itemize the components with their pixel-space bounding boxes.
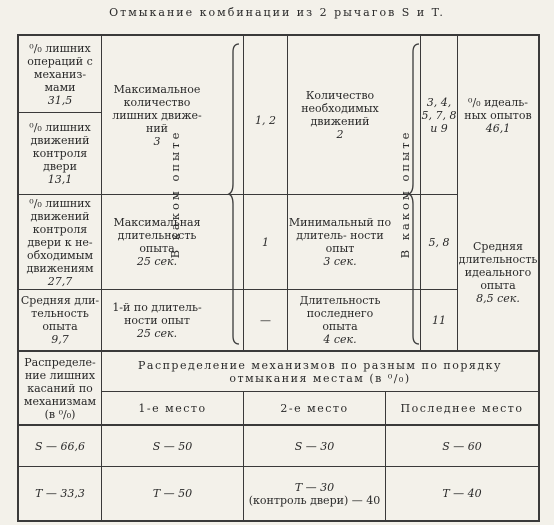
s-place-1: S — 50 (152, 439, 193, 453)
place-1-header: 1-е место (138, 401, 207, 415)
needed-moves-cell: Количество необходимых движений 2 (301, 89, 379, 141)
data-table (17, 34, 540, 522)
exp-numbers-1: 1, 2 (255, 114, 276, 127)
first-duration-cell: 1-й по длитель- ности опыт 25 сек. (112, 300, 202, 340)
t-touch-cell: T — 33,3 (35, 487, 85, 500)
exp-list-3: 11 (432, 313, 446, 327)
s-place-2: S — 30 (294, 439, 335, 453)
exp-numbers-2: 1 (262, 235, 269, 249)
s-touch-cell: S — 66,6 (34, 439, 86, 453)
t-place-2: T — 30 (контроль двери) — 40 (248, 480, 381, 507)
avg-duration-cell: Средняя дли- тельность опыта 9,7 (20, 294, 100, 346)
min-duration-cell: Минимальный по длитель- ности опыт 3 сек. (288, 216, 392, 268)
exp-list-1: 3, 4, 5, 7, 8 и 9 (421, 95, 457, 135)
brace-left-icon (229, 44, 241, 344)
extra-operations-cell: ⁰/₀ лишних операций с механиз- мами 31,5 (27, 41, 93, 107)
in-which-exp-label-2: В каком опыте (398, 129, 412, 259)
place-last-header: Последнее место (400, 401, 524, 415)
ideal-duration-cell: Средняя длительность идеального опыта 8,5 сек. (458, 240, 538, 305)
max-extra-moves-cell: Максимальное количество лишних движе- ний 3 (112, 82, 202, 148)
extra-door-moves-cell: ⁰/₀ лишних движений контроля двери 13,1 (29, 121, 91, 186)
distribution-header: Распределение механизмов по разным по порядку отмыкания местам (в ⁰/₀) (137, 358, 502, 385)
t-place-last: T — 40 (442, 487, 482, 500)
brace-right-icon (409, 44, 421, 344)
touch-distribution-label: Распределе- ние лишних касаний по механизмам (в ⁰/₀) (23, 355, 97, 421)
ideal-pct-cell: ⁰/₀ идеаль- ных опытов 46,1 (464, 95, 532, 135)
exp-numbers-3: — (260, 313, 271, 327)
max-duration-cell: Максимальная длительность опыта 25 сек. (113, 216, 201, 268)
s-place-last: S — 60 (442, 439, 482, 453)
page-title: Отмыкание комбинации из 2 рычагов S и T. (109, 6, 445, 19)
place-2-header: 2-е место (280, 401, 349, 415)
exp-list-2: 5, 8 (428, 235, 450, 249)
last-duration-cell: Длительность последнего опыта 4 сек. (299, 294, 381, 346)
door-ratio-cell: ⁰/₀ лишних движений контроля двери к не- обходимым движениям 27,7 (26, 196, 94, 288)
in-which-exp-label: В каком опыте (168, 129, 182, 259)
t-place-1: T — 50 (152, 487, 193, 500)
